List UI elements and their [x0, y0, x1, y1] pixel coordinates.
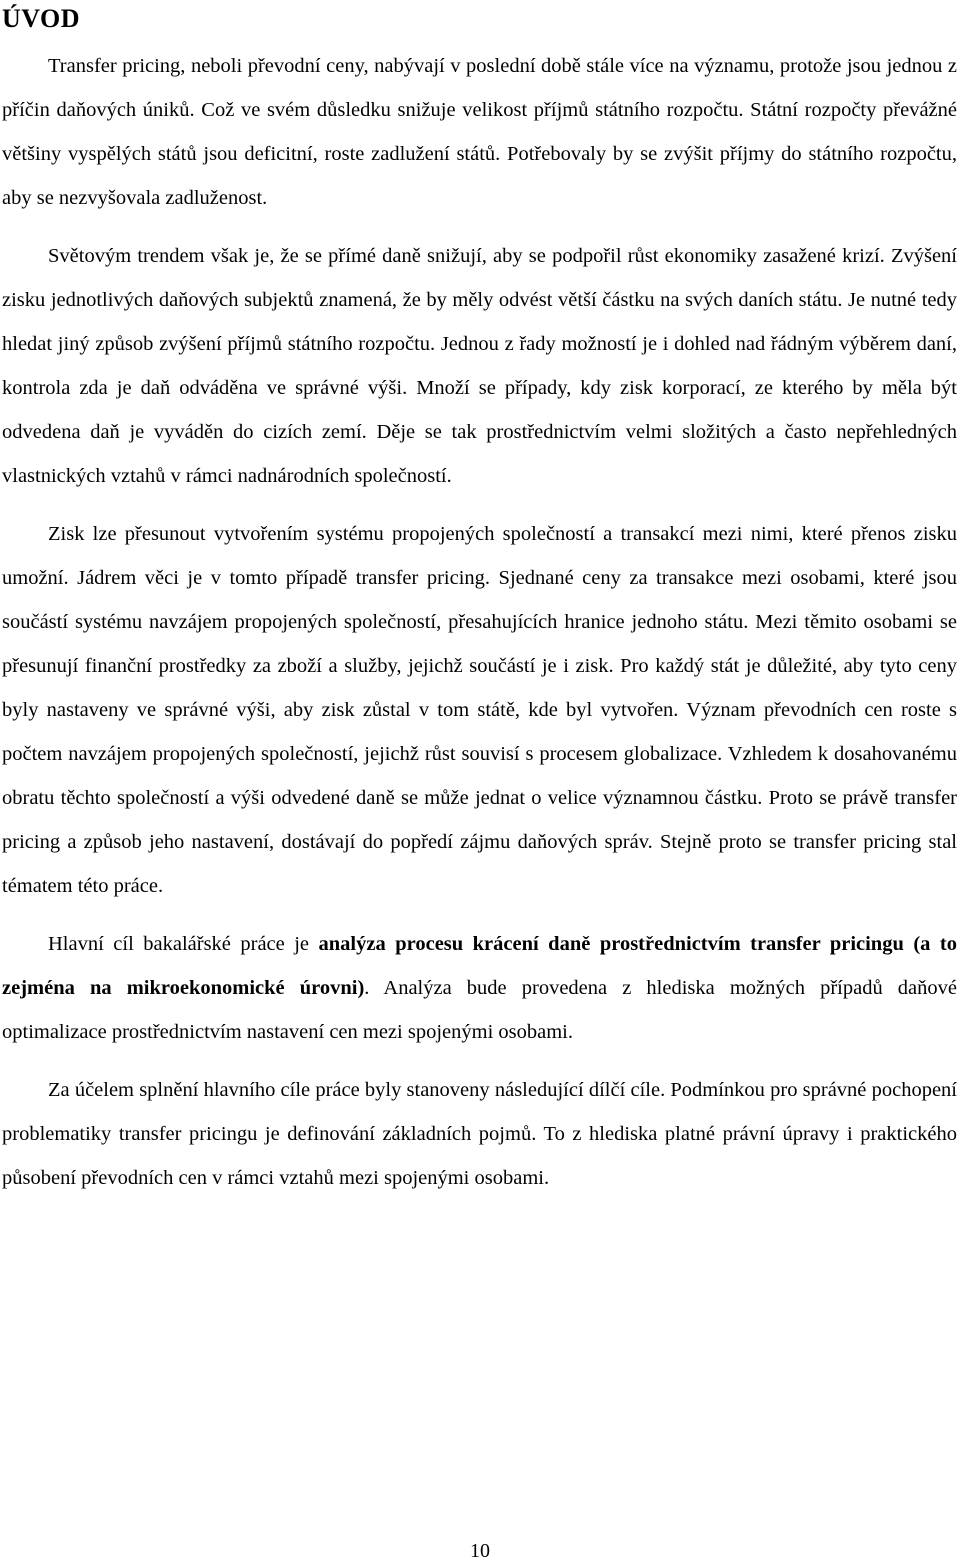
page-number: 10	[470, 1540, 490, 1562]
paragraph-5: Za účelem splnění hlavního cíle práce byly stanoveny následující dílčí cíle. Podmínkou pro správné pochopení problematiky transfer pricingu je definování základních pojmů. To z hlediska platné právní úpravy i praktického působení převodních cen v rámci vztahů mezi spojenými osobami.	[2, 1079, 957, 1189]
paragraph-2: Světovým trendem však je, že se přímé daně snižují, aby se podpořil růst ekonomiky zasažené krizí. Zvýšení zisku jednotlivých daňových subjektů znamená, že by měly odvést větší částku na svých daních státu. Je nutné tedy hledat jiný způsob zvýšení příjmů státního rozpočtu. Jednou z řady možností je i dohled nad řádným výběrem daní, kontrola zda je daň odváděna ve správné výši. Množí se případy, kdy zisk korporací, ze kterého by měla být odvedena daň je vyváděn do cizích zemí. Děje se tak prostřednictvím velmi složitých a často nepřehledných vlastnických vztahů v rámci nadnárodních společností.	[2, 245, 957, 487]
chapter-heading: ÚVOD	[2, 4, 81, 33]
paragraph-1: Transfer pricing, neboli převodní ceny, nabývají v poslední době stále více na významu, protože jsou jednou z příčin daňových úniků. Což ve svém důsledku snižuje velikost příjmů státního rozpočtu. Státní rozpočty převážné většiny vyspělých států jsou deficitní, roste zadlužení států. Potřebovaly by se zvýšit příjmy do státního rozpočtu, aby se nezvyšovala zadluženost.	[2, 55, 957, 209]
paragraph-4	[2, 922, 957, 1068]
paragraph-4-emphasis: analýza procesu krácení daně prostřednictvím transfer pricingu (a to zejména na mikroekonomické úrovni)	[2, 933, 957, 999]
document-body	[2, 44, 957, 1214]
paragraph-4-intro: Hlavní cíl bakalářské práce je	[48, 933, 319, 955]
paragraph-3: Zisk lze přesunout vytvořením systému propojených společností a transakcí mezi nimi, které přenos zisku umožní. Jádrem věci je v tomto případě transfer pricing. Sjednané ceny za transakce mezi osobami, které jsou součástí systému navzájem propojených společností, přesahujících hranice jednoho státu. Mezi těmito osobami se přesunují finanční prostředky za zboží a služby, jejichž součástí je i zisk. Pro každý stát je důležité, aby tyto ceny byly nastaveny ve správné výši, aby zisk zůstal v tom státě, kde byl vytvořen. Význam převodních cen roste s počtem navzájem propojených společností, jejichž růst souvisí s procesem globalizace. Vzhledem k dosahovanému obratu těchto společností a výši odvedené daně se může jednat o velice významnou částku. Proto se právě transfer pricing a způsob jeho nastavení, dostávají do popředí zájmu daňových správ. Stejně proto se transfer pricing stal tématem této práce.	[2, 523, 957, 897]
paragraph-4-rest: . Analýza bude provedena z hlediska možných případů daňové optimalizace prostřednictvím nastavení cen mezi spojenými osobami.	[2, 977, 958, 1043]
